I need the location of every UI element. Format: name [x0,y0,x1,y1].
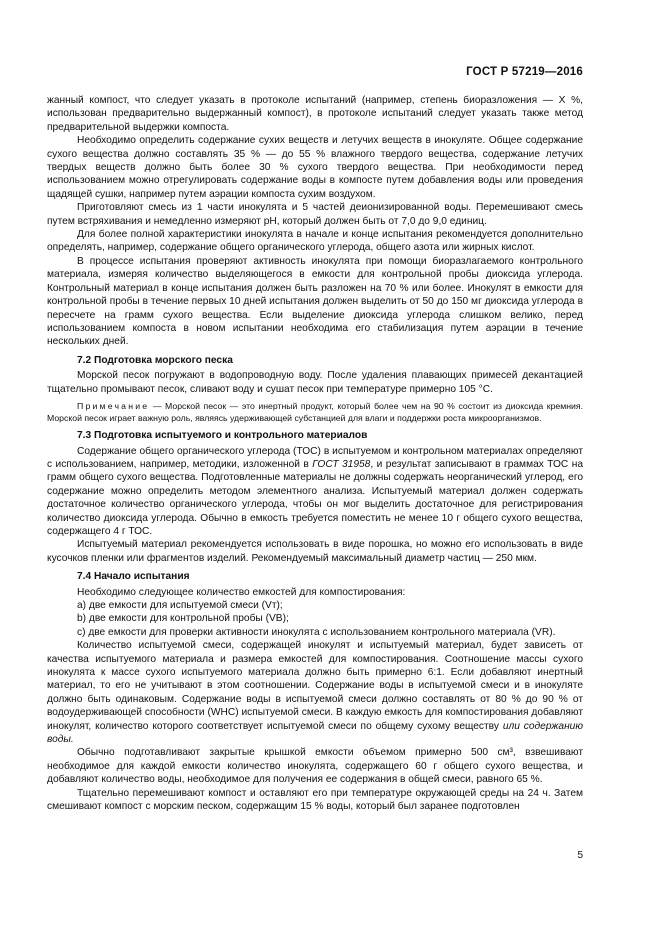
paragraph: Для более полной характеристики инокулята в начале и конце испытания рекомендуется дополнительно определять, например, содержание общего органического углерода, общего азота или жирных кислот. [47,229,583,254]
paragraph: Содержание общего органического углерода (ТОС) в испытуемом и контрольном материалах определяют с использованием, например, методики, изложенной в ГОСТ 31958, и результат записывают в граммах ТОС на грамм общего сухого вещества. Подготовленные материалы не должны содержать неорганический углерод, его содержание можно определить методом элементного анализа. Испытуемый материал должен содержать достаточное количество органического углерода, чтобы он мог выделить достаточное для регистрирования количество диоксида углерода. Обычно в емкость требуется поместить не менее 10 г общего сухого вещества, содержащего 4 г ТОС. [47,445,583,537]
standard-header: ГОСТ Р 57219—2016 [466,66,583,78]
section-heading-7-3: 7.3 Подготовка испытуемого и контрольного материалов [77,430,368,442]
list-item: c) две емкости для проверки активности инокулята с использованием контрольного материала (VR). [77,626,556,638]
standard-reference-link[interactable]: ГОСТ 31958 [312,458,371,470]
paragraph: Количество испытуемой смеси, содержащей инокулят и испытуемый материал, будет зависеть от качества испытуемого материала и размера емкостей для компостирования. Соотношение массы сухого инокулята к массе сухого испытуемого материала должно быть примерно 6:1. Если добавляют инертный материал, то его не учитывают в этом соотношении. Содержание воды в испытуемой смеси и в инокуляте должно быть одинаковым. Содержание воды в испытуемой смеси должно составлять от 80 % до 90 % от водоудерживающей способности (WHC) испытуемой смеси. В каждую емкость для компостирования добавляют инокулят, количество которого соответствует испытуемой смеси по общему сухому веществу или содержанию воды. [47,640,584,746]
paragraph: Морской песок погружают в водопроводную воду. После удаления плавающих примесей декантацией тщательно промывают песок, сливают воду и сушат песок при температуре примерно 105 °С. [47,370,583,395]
section-heading-7-2: 7.2 Подготовка морского песка [77,354,233,366]
note-label: Примечание [77,400,150,411]
paragraph: Необходимо определить содержание сухих веществ и летучих веществ в инокуляте. Общее содержание сухого вещества должно составлять 35 % — до 55 % влажного твердого вещества, содержание летучих твердых веществ должно быть более 30 % сухого твердого вещества. При необходимости перед использованием можно отрегулировать содержание воды в компосте путем добавления воды или проведения щадящей сушки, например путем аэрации компоста сухим воздухом. [47,135,583,200]
note [47,401,583,424]
paragraph: Приготовляют смесь из 1 части инокулята и 5 частей деионизированной воды. Перемешивают смесь путем встряхивания и немедленно измеряют pH, который должен быть от 7,0 до 9,0 единиц. [47,202,583,227]
page-number: 5 [577,850,583,861]
document-body [47,94,583,814]
list-item: a) две емкости для испытуемой смеси (Vт); [77,600,283,611]
paragraph: В процессе испытания проверяют активность инокулята при помощи биоразлагаемого контрольного материала, измеряя количество выделяющегося в емкости для контрольной пробы диоксида углерода. Контрольный материал в конце испытания должен быть разложен на 70 % или более. Инокулят в емкости для контрольной пробы в течение первых 10 дней испытания должен выделить от 50 до 150 мг диоксида углерода в пересчете на грамм сухого вещества. Если выделение диоксида углерода слишком велико, перед использованием компоста в новом испытании необходима его стабилизация путем аэрации в течение нескольких дней. [47,255,583,348]
paragraph: Тщательно перемешивают компост и оставляют его при температуре окружающей среды на 24 ч. Затем смешивают компост с морским песком, содержащим 15 % воды, который был заранее подготовлен [47,787,583,813]
paragraph: жанный компост, что следует указать в протоколе испытаний (например, степень биоразложения — X %, использован предварительно выдержанный компост), в протоколе испытаний следует указать также метод предварительной выдержки компоста. [47,95,583,133]
note-text: — Морской песок — это инертный продукт, который более чем на 90 % состоит из диоксида кремния. Морской песок играет важную роль, являясь удерживающей субстанцией для влаги и поддержки роста микроорганизмов. [47,400,583,423]
paragraph: Обычно подготавливают закрытые крышкой емкости объемом примерно 500 см³, взвешивают необходимое для каждой емкости количество инокулята, содержащего 60 г общего сухого вещества, и добавляют количество воды, необходимое для получения ее содержания в общей смеси, равного 65 %. [47,747,583,786]
paragraph: Необходимо следующее количество емкостей для компостирования: [77,586,406,598]
paragraph: Испытуемый материал рекомендуется использовать в виде порошка, но можно его использовать в виде кусочков пленки или фрагментов изделий. Рекомендуемый максимальный диаметр частиц — 250 мкм. [47,539,583,564]
section-heading-7-4: 7.4 Начало испытания [77,571,190,583]
list-item: b) две емкости для контрольной пробы (VB); [77,613,289,625]
